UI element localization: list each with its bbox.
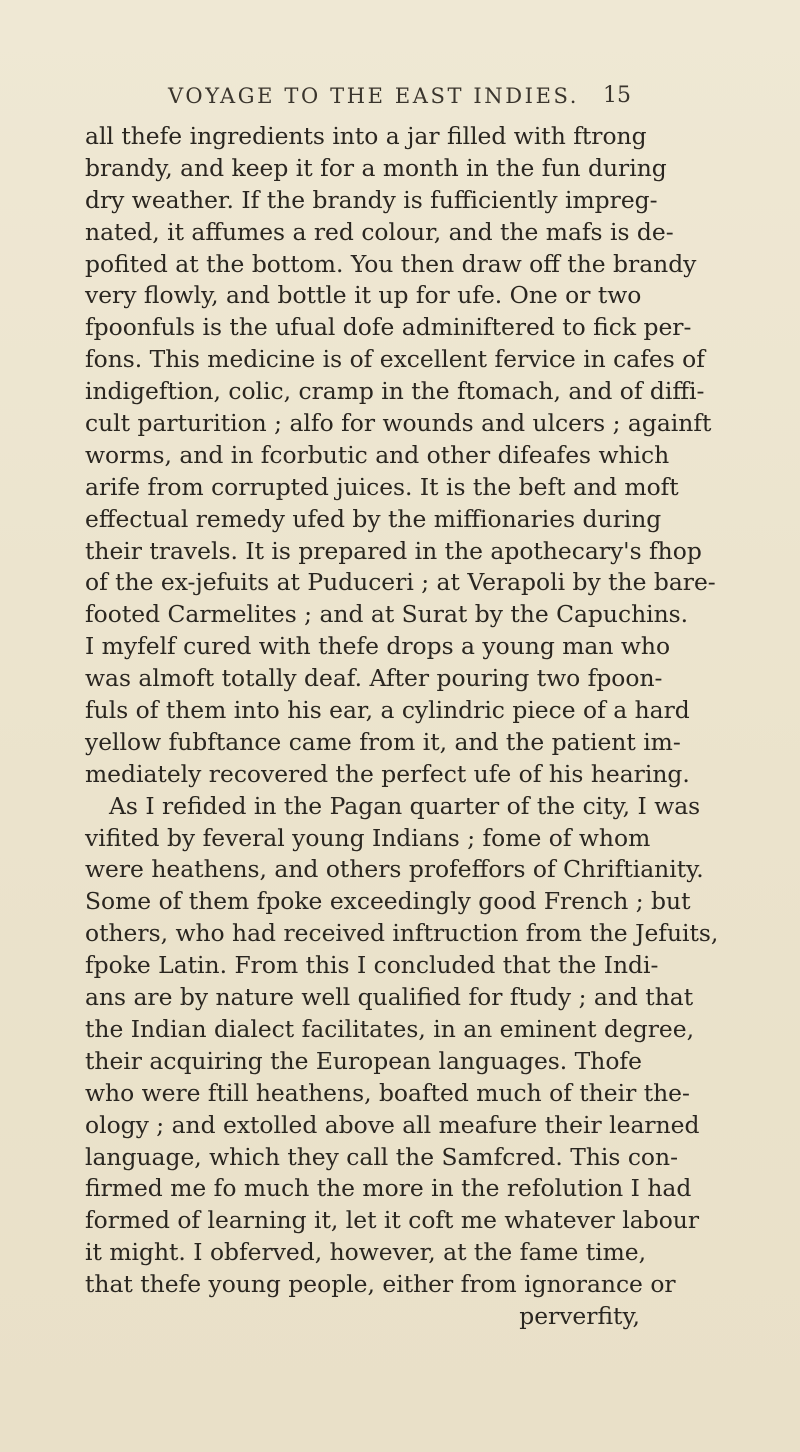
running-title: VOYAGE TO THE EAST INDIES. xyxy=(168,84,580,108)
text-line: others, who had received inftruction from the Jefuits, xyxy=(85,919,719,948)
text-line: vifited by feveral young Indians ; fome of whom xyxy=(85,823,651,852)
text-line: it might. I obferved, however, at the fame time, xyxy=(85,1238,647,1267)
text-line: nated, it affumes a red colour, and the mafs is de- xyxy=(85,217,674,246)
text-line: worms, and in fcorbutic and other difeafes which xyxy=(85,440,670,469)
text-line: fons. This medicine is of excellent fervice in cafes of xyxy=(85,345,705,374)
text-line: cult parturition ; alfo for wounds and ulcers ; againft xyxy=(85,409,712,438)
text-line: were heathens, and others profeffors of Chriftianity. xyxy=(85,855,704,884)
text-line: footed Carmelites ; and at Surat by the Capuchins. xyxy=(85,600,689,629)
catchword-line: perverfity, xyxy=(519,1301,640,1330)
text-line: their travels. It is prepared in the apothecary's fhop xyxy=(85,536,702,565)
text-line: pofited at the bottom. You then draw off the brandy xyxy=(85,249,697,278)
body-text xyxy=(85,121,719,1333)
text-line: mediately recovered the perfect ufe of his hearing. xyxy=(85,759,690,788)
running-head xyxy=(0,80,800,112)
text-line: formed of learning it, let it coft me whatever labour xyxy=(85,1206,700,1235)
text-line: I myfelf cured with thefe drops a young man who xyxy=(85,632,671,661)
text-line: arife from corrupted juices. It is the beft and moft xyxy=(85,472,679,501)
text-line: fuls of them into his ear, a cylindric piece of a hard xyxy=(85,696,690,725)
text-line: effectual remedy ufed by the miffionaries during xyxy=(85,504,662,533)
text-line: all thefe ingredients into a jar filled with ftrong xyxy=(85,122,647,150)
text-line: fpoke Latin. From this I concluded that the Indi- xyxy=(85,951,659,980)
text-line: fpoonfuls is the ufual dofe adminiftered to fick per- xyxy=(85,313,692,342)
text-line: Some of them fpoke exceedingly good French ; but xyxy=(85,887,691,916)
text-line: their acquiring the European languages. Thofe xyxy=(85,1046,642,1075)
text-line: language, which they call the Samfcred. This con- xyxy=(85,1142,678,1171)
text-line: indigeftion, colic, cramp in the ftomach, and of diffi- xyxy=(85,377,705,406)
page-number: 15 xyxy=(603,83,631,108)
text-line: dry weather. If the brandy is fufficiently impreg- xyxy=(85,185,658,214)
paragraph-first-line: As I refided in the Pagan quarter of the city, I was xyxy=(109,791,701,820)
text-line: who were ftill heathens, boafted much of their the- xyxy=(85,1078,690,1107)
text-line: yellow fubftance came from it, and the patient im- xyxy=(85,727,681,756)
text-line: of the ex-jefuits at Puduceri ; at Verapoli by the bare- xyxy=(85,568,716,597)
text-line: ology ; and extolled above all meafure their learned xyxy=(85,1110,700,1139)
text-line: brandy, and keep it for a month in the fun during xyxy=(85,153,667,182)
text-line: ans are by nature well qualified for ftudy ; and that xyxy=(85,983,694,1012)
text-line: was almoft totally deaf. After pouring two fpoon- xyxy=(85,664,663,693)
text-line: that thefe young people, either from ignorance or xyxy=(85,1270,676,1299)
text-line: firmed me fo much the more in the refolution I had xyxy=(85,1174,692,1203)
text-line: the Indian dialect facilitates, in an eminent degree, xyxy=(85,1014,695,1043)
text-line: very flowly, and bottle it up for ufe. One or two xyxy=(85,281,642,310)
